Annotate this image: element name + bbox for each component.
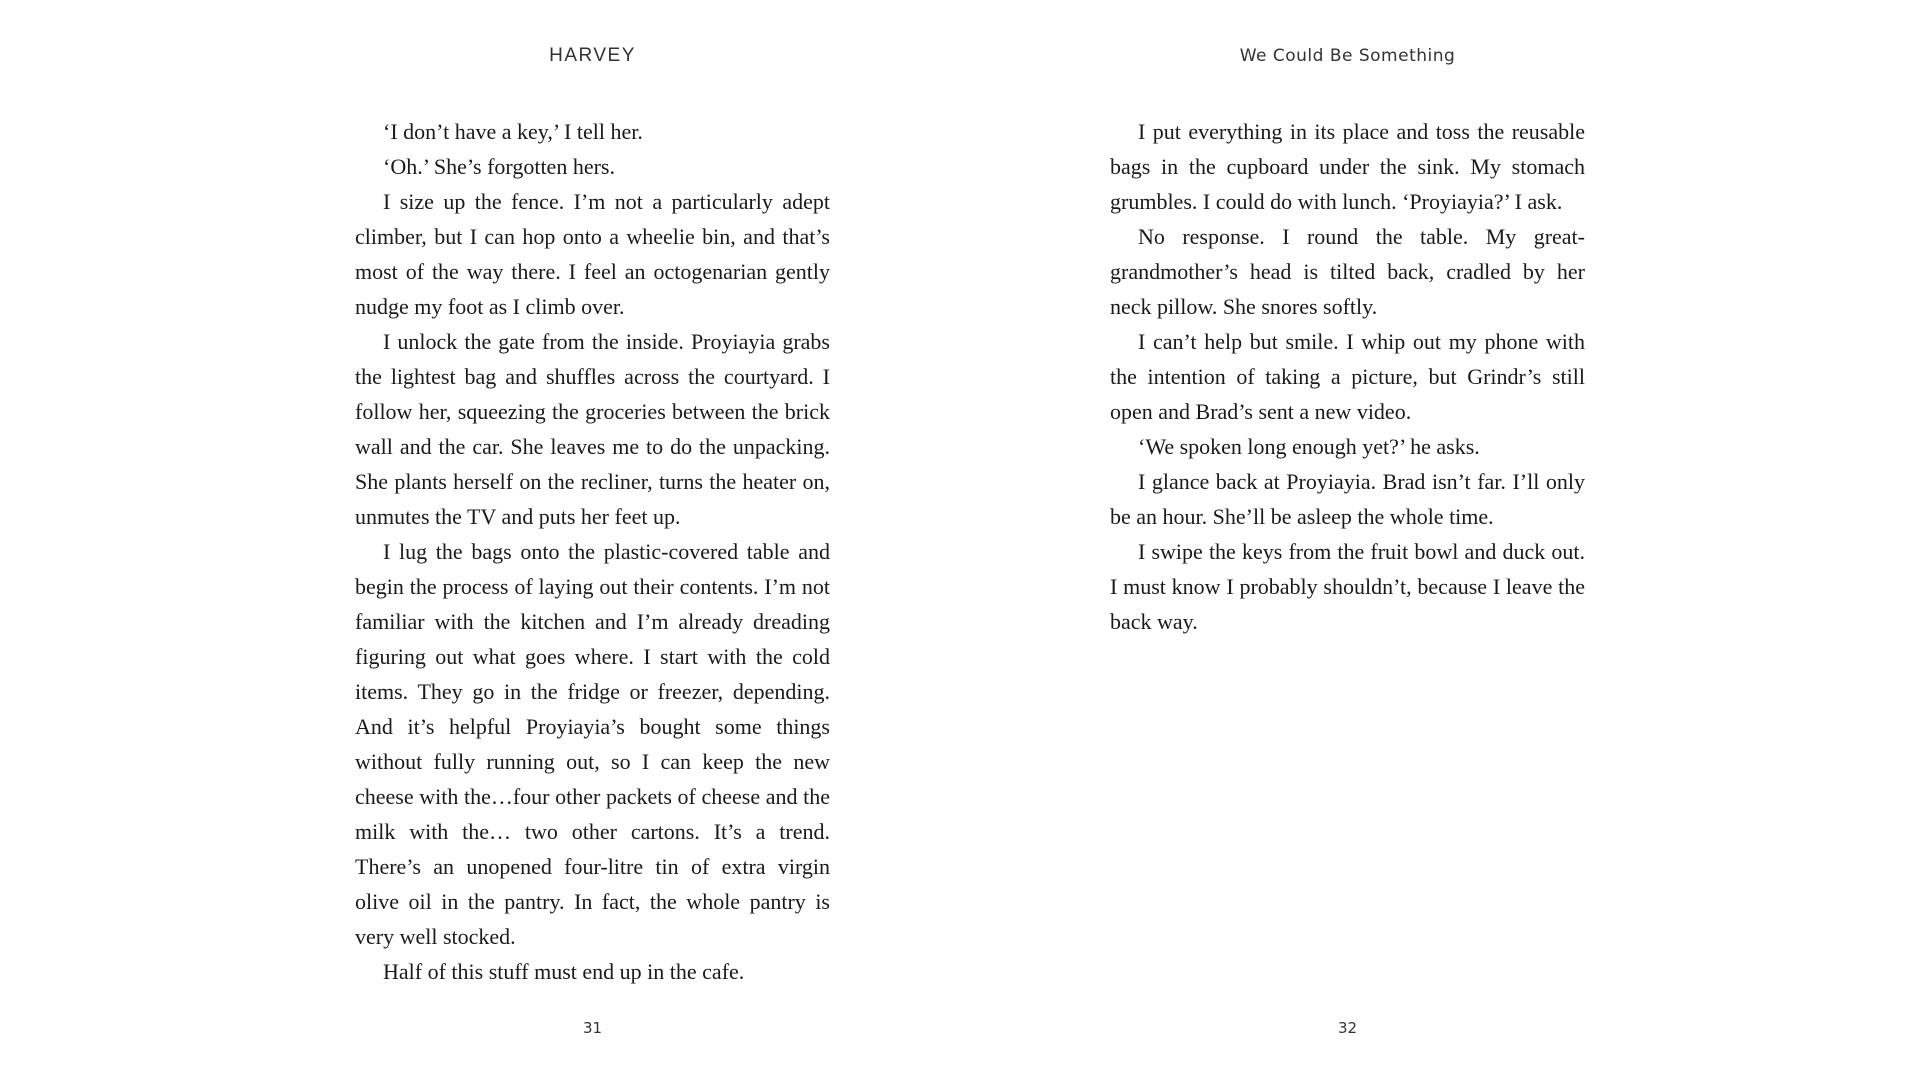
paragraph: No response. I round the table. My great-grandmother’s head is tilted back, cradled by her neck pillow. She snores softly.	[1110, 224, 1585, 319]
page-number: 32	[1337, 1019, 1358, 1037]
paragraph: I lug the bags onto the plastic-covered table and begin the process of laying out their contents. I’m not familiar with the kitchen and I’m already dreading figuring out what goes where. I start with the cold items. They go in the fridge or freezer, depending. And it’s helpful Proyiayia’s bought some things without fully running out, so I can keep the new cheese with the…four other packets of cheese and the milk with the… two other cartons. It’s a trend. There’s an unopened four-litre tin of extra virgin olive oil in the pantry. In fact, the whole pantry is very well stocked.	[355, 539, 830, 949]
paragraph: ‘Oh.’ She’s forgotten hers.	[383, 154, 615, 179]
paragraph: I swipe the keys from the fruit bowl and duck out. I must know I probably shouldn’t, because I leave the back way.	[1110, 539, 1585, 634]
paragraph: ‘We spoken long enough yet?’ he asks.	[1138, 434, 1480, 459]
paragraph: Half of this stuff must end up in the cafe.	[383, 959, 745, 984]
running-head-title: We Could Be Something	[1239, 46, 1456, 66]
page-number: 31	[582, 1019, 603, 1037]
paragraph: I unlock the gate from the inside. Proyiayia grabs the lightest bag and shuffles across the courtyard. I follow her, squeezing the groceries between the brick wall and the car. She leaves me to do the unpacking. She plants herself on the recliner, turns the heater on, unmutes the TV and puts her feet up.	[355, 329, 830, 529]
left-page-body	[355, 114, 830, 989]
paragraph: I size up the fence. I’m not a particularly adept climber, but I can hop onto a wheelie bin, and that’s most of the way there. I feel an octogenarian gently nudge my foot as I climb over.	[355, 189, 830, 319]
paragraph: I glance back at Proyiayia. Brad isn’t far. I’ll only be an hour. She’ll be asleep the whole time.	[1110, 469, 1585, 529]
paragraph: I put everything in its place and toss the reusable bags in the cupboard under the sink. My stomach grumbles. I could do with lunch. ‘Proyiayia?’ I ask.	[1110, 119, 1585, 214]
left-page	[355, 0, 830, 1080]
running-head-author: HARVEY	[549, 45, 636, 66]
paragraph: I can’t help but smile. I whip out my phone with the intention of taking a picture, but Grindr’s still open and Brad’s sent a new video.	[1110, 329, 1585, 424]
right-page-body	[1110, 114, 1585, 639]
paragraph: ‘I don’t have a key,’ I tell her.	[383, 119, 643, 144]
right-page	[1110, 0, 1585, 1080]
